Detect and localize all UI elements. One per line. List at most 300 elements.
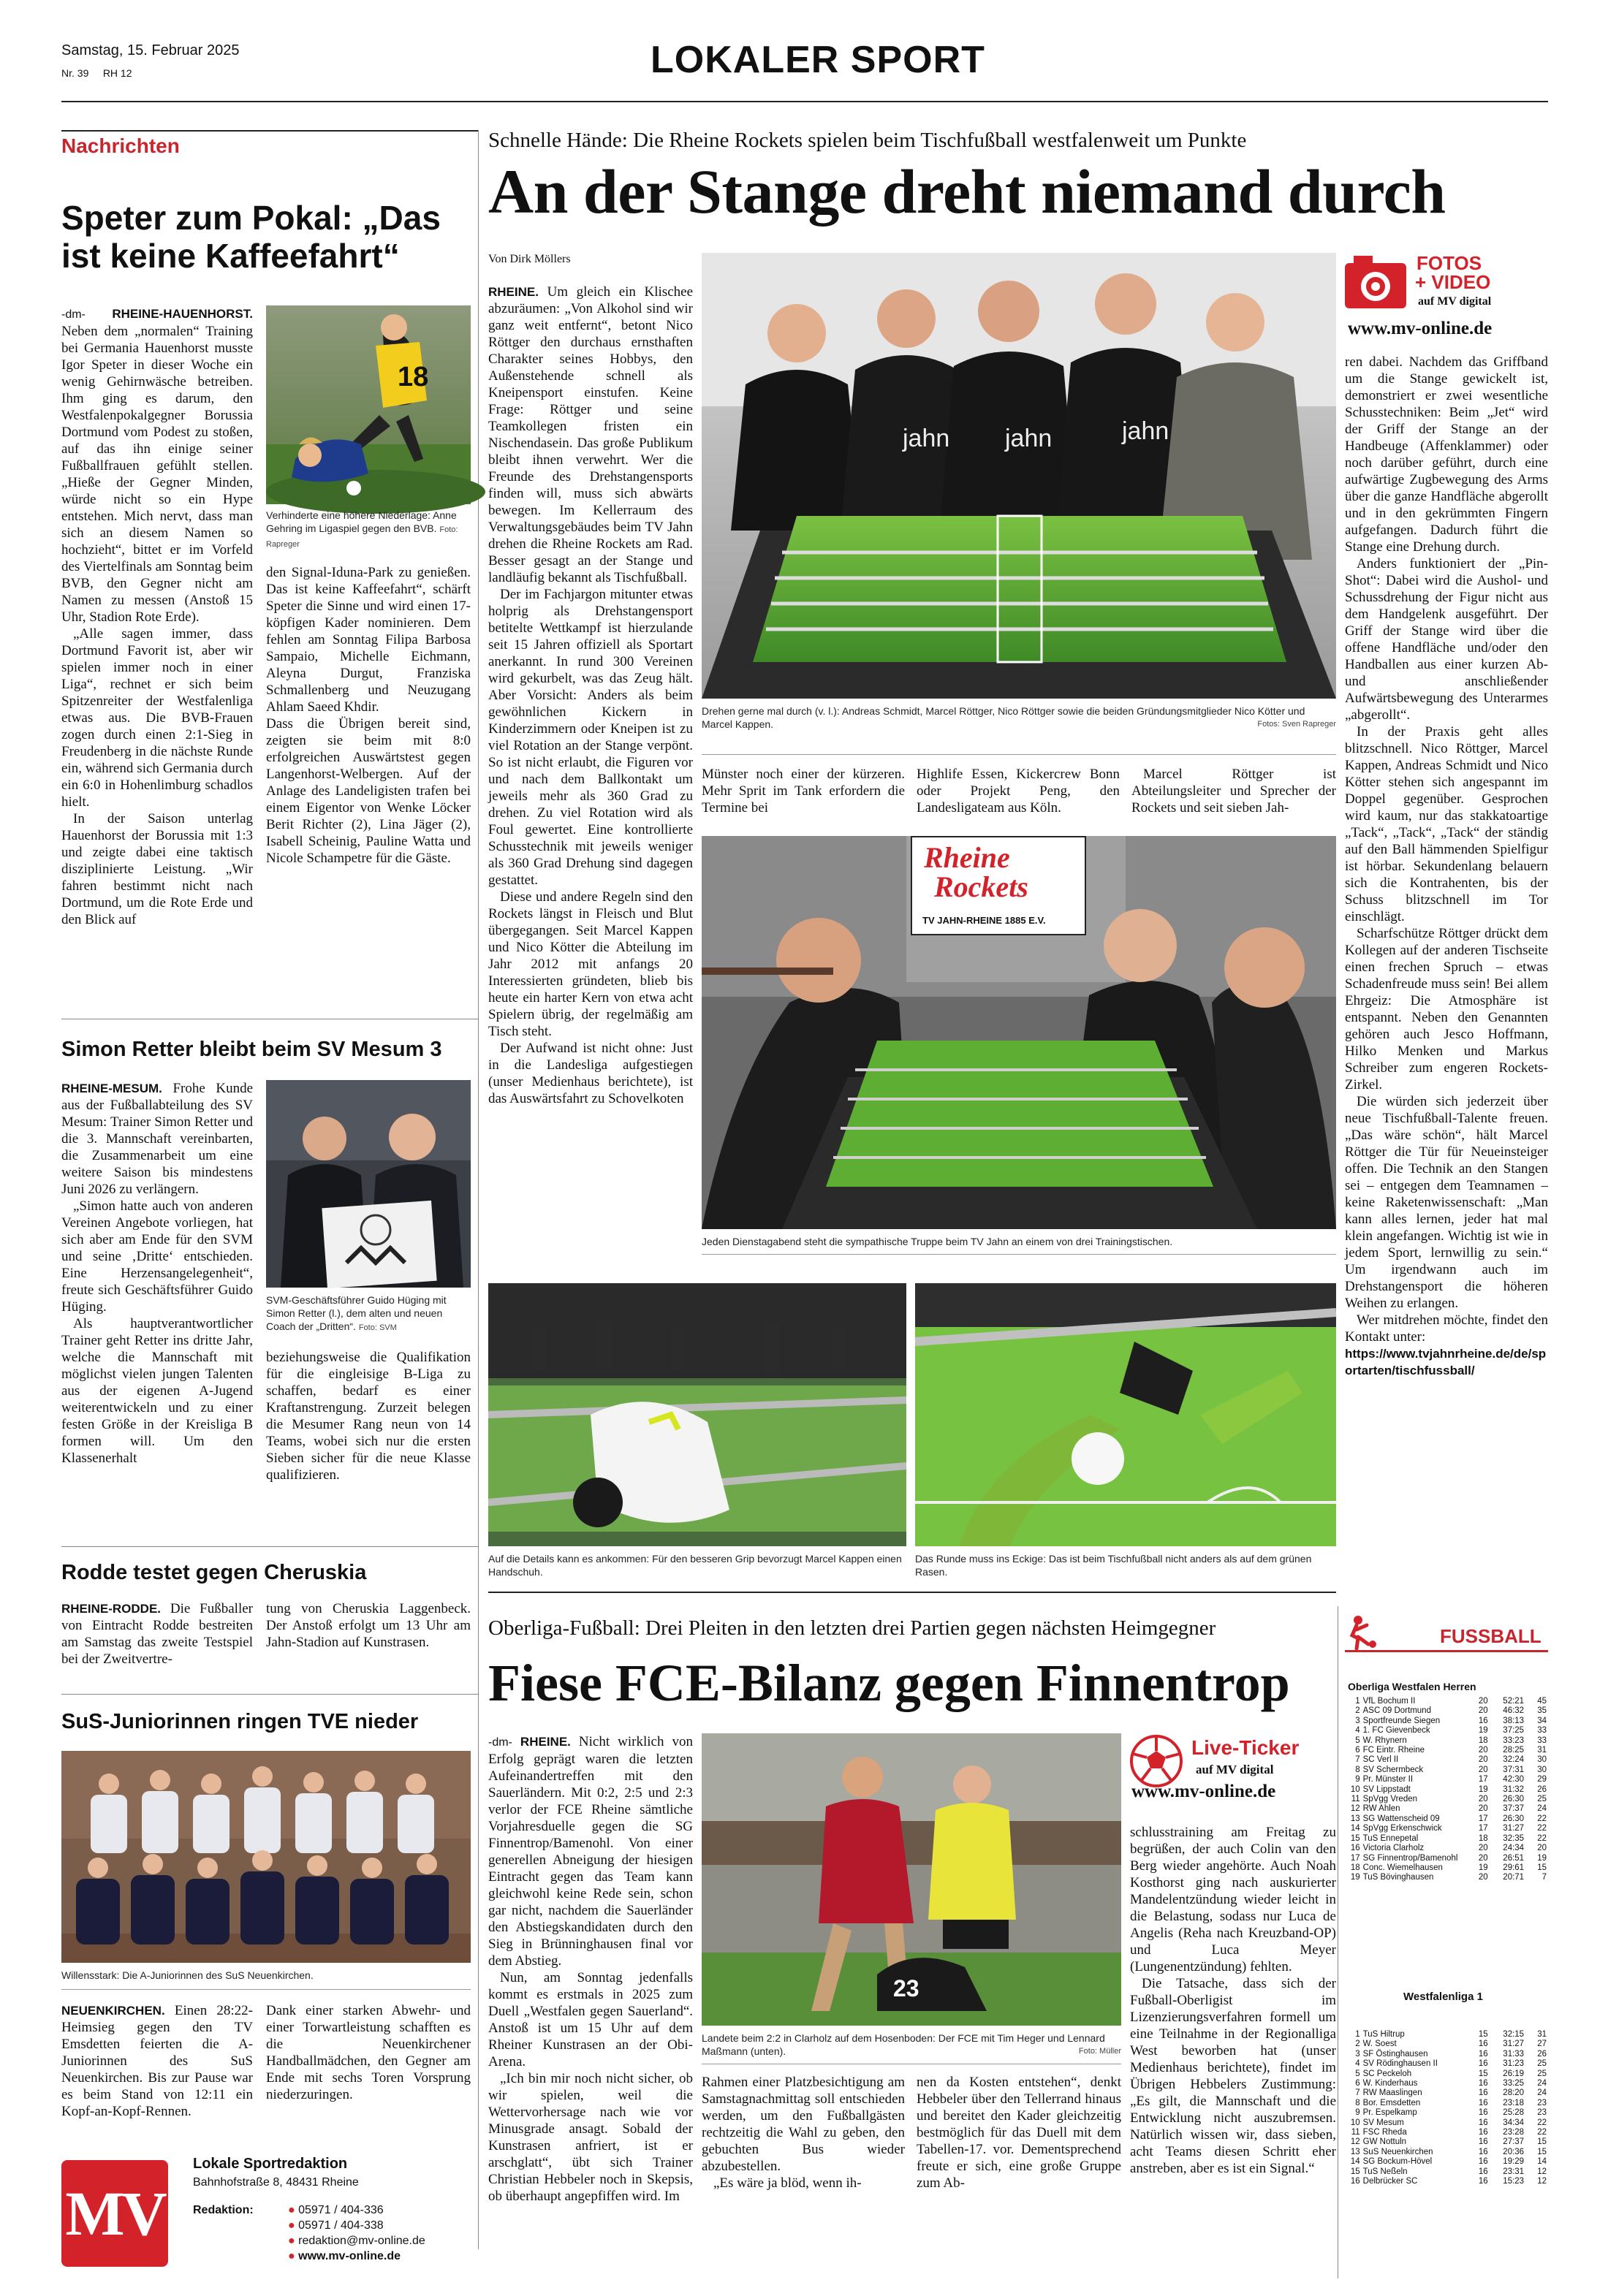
table-row (1345, 2050, 1548, 2059)
table-cell-points: 26 (1537, 1784, 1547, 1794)
footer-address: Bahnhofstraße 8, 48431 Rheine (193, 2176, 359, 2189)
table-cell-points: 30 (1537, 1755, 1547, 1765)
table-cell-games: 16 (1478, 2079, 1488, 2088)
table-cell-games: 20 (1478, 1844, 1488, 1853)
table-cell-games: 16 (1478, 2137, 1488, 2147)
table-cell-games: 20 (1478, 1755, 1488, 1765)
table-cell-team: FC Eintr. Rheine (1362, 1746, 1425, 1755)
table-cell-rank: 19 (1350, 1873, 1360, 1882)
fotos-video-badge[interactable] (1345, 253, 1548, 343)
lead-photo-team (702, 253, 1336, 699)
table-cell-points: 24 (1537, 2088, 1547, 2098)
table-cell-goals: 52:21 (1503, 1697, 1525, 1706)
table-cell-points: 26 (1537, 2049, 1547, 2059)
lead-photo-team-credit: Fotos: Sven Rapreger (1257, 720, 1336, 729)
table-row (1345, 1863, 1548, 1873)
table-row (1345, 1746, 1548, 1755)
table-row (1345, 1795, 1548, 1804)
article2-text-1: Frohe Kunde aus der Fußballabteilung des SV Mesum: Trainer Simon Retter und die 3. Mannschaft vereinbarten, die Zusammenarbeit um eine weitere Saison bis mindestens Juni 2026 zu verlängern. (61, 1081, 254, 1197)
article2-text-2: „Simon hatte auch von anderen Vereinen Angebote vorliegen, hat sich aber am Ende für den SVM und seine ‚Dritte‘ entschieden. Eine Herzensangelegenheit“, freute sich Geschäftsführer Guido Hüging. (61, 1198, 253, 1315)
table-cell-rank: 17 (1350, 1853, 1360, 1863)
table-cell-games: 20 (1478, 1853, 1488, 1863)
table-cell-rank: 16 (1350, 1844, 1360, 1853)
table-cell-points: 14 (1537, 2157, 1547, 2167)
table-cell-goals: 37:31 (1503, 1765, 1525, 1774)
lead-text-10: Wer mitdrehen möchte, findet den Kontakt unter: (1345, 1312, 1548, 1345)
table-cell-team: VfL Bochum II (1362, 1697, 1416, 1706)
masthead-date: Samstag, 15. Februar 2025 (61, 42, 240, 58)
article1-text-1: Neben dem „normalen“ Training bei Germania Hauenhorst musste Igor Speter in dieser Woche ein wenig Gehirnwäsche betreiben. Ihm ging es darum, den Westfalenpokalgegner Borussia Dortmund vom Podest zu stoßen, auf das ihn einige seiner Fußballfrauen gefühlt stellen. „Hieße der Gegner Minden, würde nicht so ein Hype entstehen. Mich nervt, dass man sich an diesem Namen so hochzieht“, bittet er im Vorfeld des Viertelfinals am Sonntag beim BVB, den Gegner nicht am Namen zu messen (Anstoß 15 Uhr, Stadion Rote Erde). (61, 324, 253, 625)
table-cell-goals: 15:23 (1503, 2177, 1525, 2186)
footer-fax-row (288, 2218, 425, 2233)
footer-web-row (288, 2249, 425, 2264)
table-cell-games: 16 (1478, 2167, 1488, 2176)
table-cell-goals: 37:37 (1503, 1804, 1525, 1814)
table-cell-rank: 4 (1355, 2059, 1360, 2069)
camera-icon (1345, 256, 1406, 314)
fussball-label: FUSSBALL (1440, 1625, 1541, 1647)
table-cell-rank: 9 (1355, 2108, 1360, 2118)
table-cell-team: W. Kinderhaus (1362, 2079, 1418, 2088)
table-cell-games: 18 (1478, 1833, 1488, 1843)
table-cell-points: 12 (1537, 2177, 1547, 2186)
table-cell-goals: 19:29 (1503, 2157, 1525, 2167)
table-cell-goals: 23:31 (1503, 2167, 1525, 2176)
ticker-sub: auf MV digital (1196, 1763, 1274, 1776)
table-cell-team: W. Soest (1362, 2040, 1397, 2049)
table-cell-games: 20 (1478, 1804, 1488, 1814)
table-cell-games: 16 (1478, 2049, 1488, 2059)
table-row (1345, 2118, 1548, 2128)
article4-headline: SuS-Juniorinnen ringen TVE nieder (61, 1710, 419, 1733)
table-cell-team: Sportfreunde Siegen (1362, 1716, 1441, 1725)
table-cell-rank: 16 (1350, 2177, 1360, 2186)
table-cell-goals: 26:51 (1503, 1853, 1525, 1863)
table-cell-team: SG Finnentrop/Bamenohl (1362, 1853, 1458, 1863)
table-cell-points: 12 (1537, 2167, 1547, 2176)
table-cell-team: SG Wattenscheid 09 (1362, 1814, 1440, 1823)
article1-column-1 (61, 305, 253, 994)
table-cell-team: ASC 09 Dortmund (1362, 1706, 1431, 1716)
article3-column-1 (61, 1600, 253, 1670)
table-row (1345, 1697, 1548, 1706)
table-row (1345, 1717, 1548, 1726)
table-cell-points: 34 (1537, 1716, 1547, 1725)
table-cell-games: 19 (1478, 1726, 1488, 1736)
second-byline: -dm- (488, 1736, 512, 1749)
table-cell-points: 30 (1537, 1765, 1547, 1774)
table-row (1345, 2148, 1548, 2157)
lead-kicker: Schnelle Hände: Die Rheine Rockets spielen beim Tischfußball westfalenweit um Punkte (488, 129, 1247, 152)
table-cell-rank: 6 (1355, 1746, 1360, 1755)
table-row (1345, 2040, 1548, 2049)
table-cell-games: 15 (1478, 2030, 1488, 2039)
lead-dateline: RHEINE. (488, 285, 539, 299)
lead-text-9: Die würden sich jederzeit über neue Tischfußball-Talente freuen. „Das wäre schön“, hält Marcel Röttger die Tür für Neueinsteiger offen. Die Technik an den Stangen sei – entgegen dem Teamnamen – keine Raketenwissenschaft: „Man kann alles lernen, jeder hat mal klein angefangen. Wichtig ist wie in jedem Sport, lernwillig zu sein.“ Um irgendwann auch im Drehstangensport die höheren Weihen zu erlangen. (1345, 1094, 1548, 1311)
article3-headline: Rodde testet gegen Cheruskia (61, 1561, 367, 1584)
table-cell-team: SV Lippstadt (1362, 1784, 1411, 1794)
article2-photo (266, 1080, 471, 1288)
table-cell-team: SC Verl II (1362, 1755, 1399, 1765)
table2-title: Westfalenliga 1 (1403, 1991, 1483, 2003)
svg-text:23: 23 (893, 1975, 919, 2002)
lead-text-7: In der Praxis geht alles blitzschnell. Nico Röttger, Marcel Kappen, Andreas Schmidt und Nico Kötter stehen sich angespannt im Doppel gegenüber. Gesprochen wird kaum, nur das stakkatoartige „Tack“, „Tack“, „Tack“ der ständig auf den Ball hämmenden Spielfigur ist hörbar. Sekundenlang belauern sich die Kontrahenten, bis der Schuss blitzschnell im Tor einschlägt. (1345, 724, 1548, 924)
fussball-header (1345, 1612, 1548, 1653)
table-cell-goals: 46:32 (1503, 1706, 1525, 1716)
table-cell-rank: 2 (1355, 1706, 1360, 1716)
table-cell-points: 15 (1537, 2147, 1547, 2156)
badge-sub: auf MV digital (1418, 295, 1492, 308)
lead-text-8: Scharfschütze Röttger drückt dem Kollegen auf der anderen Tischseite einen frechen Spruch – etwas Schadenfreude muss sein! Bei allem Ehrgeiz: Die Atmosphäre ist entspannt. Neben den Genannten gehören auch Jesco Hoffmann, Hilko Menken und Markus Schreiber zum engeren Rockets-Zirkel. (1345, 926, 1548, 1092)
table-cell-team: Victoria Clarholz (1362, 1844, 1425, 1853)
article2-dateline: RHEINE-MESUM. (61, 1082, 162, 1095)
table-row (1345, 2128, 1548, 2137)
table-cell-team: SpVgg Vreden (1362, 1795, 1418, 1804)
second-column-3 (1130, 1824, 1336, 2274)
article4-text-1: Einen 28:22-Heimsieg gegen den TV Emsdetten feierten die A-Juniorinnen des SuS Neuenkirchen. Bis zur Pause war es beim Stand von 12:11 ein Kopf-an-Kopf-Rennen. (61, 2003, 253, 2119)
table-cell-team: SF Östinghausen (1362, 2049, 1428, 2059)
lead-photo-ball (915, 1283, 1336, 1546)
svg-text:jahn: jahn (1122, 417, 1169, 445)
second-text-1: Nicht wirklich von Erfolg geprägt waren die letzten Aufeinandertreffen mit den Sauerländern. Mit 0:2, 2:5 und 2:3 verlor der FCE Rheine sämtliche Vorjahresduelle gegen die SG Finnentrop/Bamenohl. Von einer generellen Abneigung der hiesigen Eintracht gegen das Team kann gleichwohl keine Rede sein, schon gar nicht, nachdem die Sauerländer den Abstiegskandidaten durch den Sieg in Brünninghausen final vor dem Abstieg. (488, 1734, 694, 1969)
table-cell-goals: 32:15 (1503, 2030, 1525, 2039)
rockets-logo-line2: Rockets (934, 870, 1028, 903)
table-cell-rank: 8 (1355, 1765, 1360, 1774)
table-row (1345, 2137, 1548, 2147)
table-cell-goals: 32:35 (1503, 1833, 1525, 1843)
table-cell-goals: 26:30 (1503, 1795, 1525, 1804)
table-row (1345, 1775, 1548, 1784)
lead-photo-team-caption (702, 704, 1336, 731)
table-cell-games: 20 (1478, 1873, 1488, 1882)
table-row (1345, 1873, 1548, 1882)
second-below-column-1 (702, 2074, 905, 2274)
article4-caption: Willensstark: Die A-Juniorinnen des SuS Neuenkirchen. (61, 1969, 314, 1981)
table-row (1345, 1765, 1548, 1775)
lead-byline: Von Dirk Möllers (488, 253, 571, 265)
table-cell-team: RW Maaslingen (1362, 2088, 1422, 2098)
table-row (1345, 2069, 1548, 2079)
lead-text-5: ren dabei. Nachdem das Griffband um die Stange gewickelt ist, demonstriert er zwei wesentliche Schusstechniken: Beim „Jet“ wird der Griff der Stange an der Handbeuge (Affenklammer) oder noch darüber geführt, durch eine aufwärtige Zugbewegung des Arms über die ganze Handfläche abgerollt und in den gekrümmten Fingern aufgefangen. Dadurch führt die Stange eine Drehung durch. (1345, 354, 1548, 555)
table-cell-rank: 5 (1355, 1736, 1360, 1745)
second-text-4: Rahmen einer Platzbesichtigung am Samstagnachmittag soll entschieden werden, um den Fußballgästen rechtzeitig die Wahl zu geben, den gebuchten Bus wieder abzubestellen. (702, 2075, 905, 2174)
table-cell-points: 23 (1537, 2098, 1547, 2107)
web-icon: ● (288, 2250, 295, 2262)
table-cell-goals: 33:23 (1503, 1736, 1525, 1745)
footer-email[interactable]: redaktion@mv-online.de (298, 2235, 425, 2247)
table-row (1345, 1854, 1548, 1863)
table-cell-goals: 42:30 (1503, 1775, 1525, 1784)
lead-bottom-rule (488, 1592, 1336, 1593)
lead-mid-column-2: Highlife Essen, Kickercrew Bonn oder Projekt Peng, den Landesligateam aus Köln. (917, 767, 1120, 816)
lead-text-6: Anders funktioniert der „Pin-Shot“: Dabei wird die Aushol- und Schussdrehung der Figur nicht aus dem Handgelenk ausgeführt. Der Griff der Stange wird über die offene Handfläche und/oder den Handballen aus einer kurzen Ab- und anschließender Aufwärtsbewegung des Unterarmes „abgerollt“. (1345, 556, 1548, 723)
left-rule-4 (61, 1694, 478, 1695)
table-cell-team: SC Peckeloh (1362, 2069, 1412, 2078)
table-cell-rank: 13 (1350, 1814, 1360, 1823)
lead-mid-column-1: Münster noch einer der kürzeren. Mehr Sprit im Tank erfordern die Termine bei (702, 767, 905, 816)
table-cell-goals: 23:18 (1503, 2098, 1525, 2107)
table-cell-rank: 3 (1355, 1716, 1360, 1725)
table1 (1345, 1697, 1548, 1883)
table-cell-goals: 24:34 (1503, 1844, 1525, 1853)
article4-text-2: Dank einer starken Abwehr- und einer Torwartleistung schafften es die Neuenkirchener Handballmädchen, den Gegner am Ende mit sechs Toren Vorsprung niederzuringen. (266, 2003, 471, 2102)
table-row (1345, 2108, 1548, 2118)
table-cell-points: 7 (1541, 1873, 1547, 1882)
second-text-6: schlusstraining am Freitag zu begrüßen, der auch Colin van den Berg wieder angehörte. Auch Noah Kosthorst ging nach auskurierter Mandelentzündung wieder leicht in die Belastung, sodass nur Luca de Angelis (Reha nach Kreuzband-OP) und Luca Meyer (Lungenentzündung) fehlten. (1130, 1825, 1336, 1974)
article2-caption-text: SVM-Geschäftsführer Guido Hüging mit Simon Retter (l.), dem alten und neuen Coach der „Dritten“. (266, 1294, 447, 1332)
table-cell-team: SuS Neuenkirchen (1362, 2147, 1433, 2156)
table-cell-goals: 31:23 (1503, 2059, 1525, 2069)
lead-photo-glove (488, 1283, 906, 1546)
table-cell-goals: 23:28 (1503, 2128, 1525, 2137)
article1-text-2: „Alle sagen immer, dass Dortmund Favorit ist, aber wir spielen immer noch in einer Liga“, rechnet er sich beim Spitzenreiter der Westfalenliga etwas aus. Die BVB-Frauen zogen durch einen 2:1-Sieg in Freudenberg in die nächste Runde ein, während sich Germania durch ein 6:0 in Hohenlimburg schadlos hielt. (61, 626, 253, 810)
table-cell-games: 16 (1478, 2128, 1488, 2137)
table-cell-games: 15 (1478, 2069, 1488, 2078)
live-ticker-badge[interactable] (1130, 1733, 1336, 1806)
table-cell-games: 18 (1478, 1736, 1488, 1745)
masthead-meta (61, 67, 132, 79)
article3-text-2: tung von Cheruskia Laggenbeck. Der Anstoß erfolgt um 13 Uhr am Jahn-Stadion auf Kunstrasen. (266, 1601, 471, 1650)
table1-title: Oberliga Westfalen Herren (1348, 1681, 1476, 1692)
footer-fax: 05971 / 404-338 (298, 2219, 384, 2232)
table-row (1345, 2157, 1548, 2167)
player-kick-icon (1345, 1615, 1377, 1649)
table-cell-rank: 14 (1350, 1824, 1360, 1833)
table-cell-games: 16 (1478, 2177, 1488, 2186)
rockets-logo-line3: TV JAHN-RHEINE 1885 E.V. (922, 915, 1046, 926)
article1-photo (266, 305, 471, 504)
table-cell-points: 45 (1537, 1697, 1547, 1706)
table-cell-points: 23 (1537, 2108, 1547, 2118)
table-cell-points: 29 (1537, 1775, 1547, 1784)
table-row (1345, 2099, 1548, 2108)
second-text-2: Nun, am Sonntag jedenfalls kommt es erstmals in 2025 zum Duell „Westfalen gegen Sauerland“. Anstoß ist um 15 Uhr auf dem Rheiner Kunstrasen an der Obi-Arena. (488, 1970, 693, 2069)
table-cell-games: 16 (1478, 2118, 1488, 2127)
table-cell-goals: 29:61 (1503, 1863, 1525, 1872)
second-dateline: RHEINE. (520, 1735, 571, 1749)
table-row (1345, 2030, 1548, 2040)
table-cell-team: SG Bockum-Hövel (1362, 2157, 1433, 2167)
table-cell-points: 25 (1537, 1795, 1547, 1804)
badge-fotos: FOTOS (1417, 252, 1482, 274)
left-column-top-rule (61, 130, 478, 132)
table-cell-team: Pr. Espelkamp (1362, 2108, 1417, 2118)
article3-column-2 (266, 1600, 471, 1670)
table-cell-points: 27 (1537, 2040, 1547, 2049)
table-cell-games: 16 (1478, 2059, 1488, 2069)
table-cell-rank: 4 (1355, 1726, 1360, 1736)
lead-headline: An der Stange dreht niemand durch (488, 156, 1446, 227)
article2-column-2 (266, 1349, 471, 1517)
rheine-rockets-logo (911, 836, 1086, 935)
lead-photo-ball-caption: Das Runde muss ins Eckige: Das ist beim Tischfußball nicht anders als auf dem grünen Rasen. (915, 1553, 1312, 1578)
table-cell-rank: 7 (1355, 2088, 1360, 2098)
footer-box (61, 2151, 478, 2276)
table-row (1345, 1706, 1548, 1716)
table-cell-rank: 6 (1355, 2079, 1360, 2088)
second-below-column-2 (917, 2074, 1121, 2274)
lead-text-1: Um gleich ein Klischee abzuräumen: „Von Alkohol sind wir ganz weit entfernt“, betont Nico Röttger den durchaus ernsthaften Charakter seines Hobbys, den Außenstehende schnell als Kneipensport einstufen. Keine Frage: Röttger und seine Teamkollegen fristen ein Nischendasein. Das große Publikum bleibt ihnen verwehrt. Wer die Freunde des Drehstangensports finden will, muss sich abwärts bewegen. Im Kellerraum des Verwaltungsgebäudes beim TV Jahn drehen die Rheine Rockets am Rad. Besser gesagt an der Stange und landläufig bekannt als Tischfußball. (488, 284, 694, 585)
table-cell-games: 16 (1478, 2108, 1488, 2118)
article1-text-4: den Signal-Iduna-Park zu genießen. Das ist keine Kaffeefahrt“, schärft Speter die Sinne und wird einen 17-köpfigen Kader nominieren. Dem fehlen am Sonntag Filipa Barbosa Sampaio, Michelle Eichmann, Aleyna Durgut, Franziska Schmallenberg und Neuzugang Ahlam Saeed Khdir. (266, 565, 471, 715)
table-cell-team: 1. FC Gievenbeck (1362, 1726, 1430, 1736)
table-cell-rank: 3 (1355, 2049, 1360, 2059)
table-row (1345, 1736, 1548, 1746)
table-cell-team: TuS Bövinghausen (1362, 1873, 1434, 1882)
table-cell-rank: 9 (1355, 1775, 1360, 1784)
lead-mid-column-3: Marcel Röttger ist Abteilungsleiter und Sprecher der Rockets und seit sieben Jah- (1131, 767, 1336, 816)
table-cell-points: 22 (1537, 2128, 1547, 2137)
article2-text-4: beziehungsweise die Qualifikation für die eingleisige B-Liga zu schaffen, bedarf es einer Kraftanstrengung. Zurzeit belegen die Mesumer Rang neun von 14 Teams, wobei sich nur die ersten Sieben sicher für die neue Klasse qualifizieren. (266, 1350, 471, 1483)
table-cell-goals: 20:71 (1503, 1873, 1525, 1882)
lead-column-1 (488, 284, 693, 1283)
table-cell-team: SV Rödinghausen II (1362, 2059, 1438, 2069)
table-cell-games: 16 (1478, 2157, 1488, 2167)
table-cell-goals: 25:28 (1503, 2108, 1525, 2118)
table-cell-rank: 18 (1350, 1863, 1360, 1872)
table-cell-goals: 31:27 (1503, 1824, 1525, 1833)
table-cell-games: 19 (1478, 1784, 1488, 1794)
article1-dateline: RHEINE-HAUENHORST. (112, 307, 253, 321)
table-row (1345, 2079, 1548, 2088)
article3-dateline: RHEINE-RODDE. (61, 1602, 162, 1616)
table-cell-team: Conc. Wiemelhausen (1362, 1863, 1443, 1872)
table-cell-games: 20 (1478, 1697, 1488, 1706)
table-cell-team: SV Mesum (1362, 2118, 1404, 2127)
table-cell-team: GW Nottuln (1362, 2137, 1407, 2147)
table-cell-goals: 31:27 (1503, 2040, 1525, 2049)
footer-title: Lokale Sportredaktion (193, 2156, 348, 2172)
badge-video: + VIDEO (1415, 271, 1491, 293)
second-text-4b: „Es wäre ja blöd, wenn ih- (713, 2175, 862, 2191)
table-cell-goals: 33:25 (1503, 2079, 1525, 2088)
table-cell-rank: 1 (1355, 2030, 1360, 2039)
table-cell-games: 16 (1478, 2147, 1488, 2156)
table-cell-rank: 11 (1351, 1795, 1360, 1804)
table-cell-points: 20 (1537, 1844, 1547, 1853)
article4-dateline: NEUENKIRCHEN. (61, 2004, 165, 2018)
article4-caption-rule (61, 1989, 471, 1990)
table-cell-rank: 14 (1350, 2157, 1360, 2167)
table-row (1345, 1834, 1548, 1844)
table-cell-goals: 27:37 (1503, 2137, 1525, 2147)
article4-column-1 (61, 2002, 253, 2119)
left-rule-3 (61, 1546, 478, 1547)
footer-phone-row (288, 2202, 425, 2218)
lead-photo-training-caption: Jeden Dienstagabend steht die sympathische Truppe beim TV Jahn an einem von drei Trainingstischen. (702, 1236, 1173, 1247)
table-cell-points: 35 (1537, 1706, 1547, 1716)
table-cell-points: 22 (1537, 1814, 1547, 1823)
table-cell-rank: 1 (1355, 1697, 1360, 1706)
lead-text-2: Der im Fachjargon mitunter etwas holprig als Drehstangensport betitelte Wettkampf ist hierzulande seit 15 Jahren offiziell als Sportart anerkannt. In rund 300 Vereinen wird gekurbelt, was das Zeug hält. Aber Vorsicht: Anders als beim gewöhnlichen Kickern in Kinderzimmern oder Kneipen ist zu viel Rotation an der Stange verpönt. So ist nicht erlaubt, die Figuren vor und nach dem Ballkontakt um jeweils mehr als 360 Grad zu drehen. Zu viel Rotation wird als Foul gewertet. Eine kontrollierte Schusstechnik mit jeweils weniger als 360 Grad Drehung sind dagegen gestattet. (488, 587, 693, 888)
article3-text-1: Die Fußballer von Eintracht Rodde bestreiten am Samstag das zweite Testspiel bei der Zweitvertre- (61, 1601, 253, 1667)
footer-email-row (288, 2233, 425, 2249)
lead-photo-glove-caption: Auf die Details kann es ankommen: Für den besseren Grip bevorzugt Marcel Kappen einen Handschuh. (488, 1553, 902, 1578)
table-cell-team: Pr. Münster II (1362, 1775, 1414, 1784)
table-cell-games: 20 (1478, 1706, 1488, 1716)
table-cell-goals: 28:25 (1503, 1746, 1525, 1755)
rockets-logo-line1: Rheine (924, 841, 1010, 874)
table-row (1345, 2088, 1548, 2098)
lead-contact-link[interactable]: https://www.tvjahnrheine.de/de/sportarten/tischfussball/ (1345, 1347, 1547, 1377)
table-cell-games: 17 (1478, 1814, 1488, 1823)
table-cell-games: 17 (1478, 1775, 1488, 1784)
fax-icon: ● (288, 2219, 295, 2232)
table-cell-goals: 26:19 (1503, 2069, 1525, 2078)
table-row (1345, 2167, 1548, 2177)
article1-caption (266, 509, 471, 551)
ticker-title: Live-Ticker (1191, 1736, 1300, 1759)
table-cell-rank: 12 (1350, 2137, 1360, 2147)
svg-text:18: 18 (398, 362, 429, 392)
table-cell-goals: 32:24 (1503, 1755, 1525, 1765)
table-row (1345, 1844, 1548, 1853)
article2-text-3: Als hauptverantwortlicher Trainer geht Retter ins dritte Jahr, welche die Mannschaft mit möglichst vielen jungen Talenten aus der eigenen A-Jugend weiterentwickeln und zu einer festen Größe in der Kreisliga B formen will. Um den Klassenerhalt (61, 1316, 253, 1466)
table-cell-points: 33 (1537, 1736, 1547, 1745)
table-cell-games: 16 (1478, 2040, 1488, 2049)
phone-icon: ● (288, 2204, 295, 2216)
second-text-5: nen da Kosten entstehen“, denkt Hebbeler über den Tellerrand hinaus und bereitet den Kader gleichzeitig bestmöglich für das Duell mit dem Tabellen-17. vor. Dementsprechend freute er sich, eine große Gruppe zum Ab- (917, 2075, 1121, 2191)
footer-phone: 05971 / 404-336 (298, 2204, 384, 2216)
table2 (1345, 2030, 1548, 2187)
table-cell-games: 16 (1478, 2098, 1488, 2107)
table-cell-points: 22 (1537, 1824, 1547, 1833)
lead-column-4 (1345, 354, 1548, 1561)
table-cell-rank: 15 (1350, 2167, 1360, 2176)
lead-photo-team-caption-rule (702, 754, 1336, 755)
article1-column-2 (266, 564, 471, 994)
footer-contacts (288, 2202, 425, 2264)
mv-logo (61, 2160, 168, 2267)
lead-text-4: Der Aufwand ist nicht ohne: Just in die Landesliga aufgestiegen (unser Medienhaus berichtete), ist das Auswärtsfahrt zu Schovelkoten (488, 1041, 693, 1106)
section-title: LOKALER SPORT (651, 39, 985, 81)
table-cell-points: 25 (1537, 2059, 1547, 2069)
table-cell-points: 22 (1537, 2118, 1547, 2127)
article1-text-5: Dass die Übrigen bereit sind, zeigten sie beim mit 8:0 erfolgreichen Auswärtstest gegen Langenhorst-Welbergen. Auf der Anlage des Landeligisten trafen bei einem Eigentor von Wenke Löcker Berit Richter (2), Lina Jäger (2), Isabell Scheinig, Pauline Watta und Nicole Schampetre für die Gäste. (266, 716, 471, 866)
article1-caption-text: Verhinderte eine höhere Niederlage: Anne Gehring im Ligaspiel gegen den BVB. (266, 509, 457, 534)
second-photo-caption (702, 2031, 1121, 2058)
table-cell-rank: 11 (1351, 2128, 1360, 2137)
second-text-7: Die Tatsache, dass sich der Fußball-Oberligist im Lizenzierungsverfahren formell um eine Teilnahme in der Regionalliga West beworben hat (unser Medienhaus berichtete), findet im Übrigen Hebbelers Zustimmung: „Es gilt, die Mannschaft und die Entwicklung nicht auszubremsen. Natürlich wissen wir, dass sieben, acht Teams diesen Schritt eher anstreben, aber es ist ein Signal.“ (1130, 1976, 1336, 2176)
table-row (1345, 1814, 1548, 1824)
table-cell-rank: 12 (1350, 1804, 1360, 1814)
table-cell-rank: 10 (1350, 2118, 1360, 2127)
table-cell-points: 22 (1537, 1833, 1547, 1843)
table-cell-points: 24 (1537, 2079, 1547, 2088)
lead-photo-training-caption-rule (702, 1254, 1336, 1255)
article4-photo (61, 1751, 471, 1963)
table-cell-team: TuS Hiltrup (1362, 2030, 1405, 2039)
table-cell-goals: 20:36 (1503, 2147, 1525, 2156)
table-cell-team: Delbrücker SC (1362, 2177, 1418, 2186)
table-cell-points: 33 (1537, 1726, 1547, 1736)
badge-url: www.mv-online.de (1348, 319, 1493, 338)
table-cell-goals: 37:25 (1503, 1726, 1525, 1736)
second-kicker: Oberliga-Fußball: Drei Pleiten in den letzten drei Partien gegen nächsten Heimgegner (488, 1616, 1216, 1640)
email-icon: ● (288, 2235, 295, 2247)
table-cell-team: SpVgg Erkenschwick (1362, 1824, 1442, 1833)
table-cell-games: 20 (1478, 1746, 1488, 1755)
table-cell-games: 20 (1478, 1795, 1488, 1804)
table-cell-team: SV Schermbeck (1362, 1765, 1424, 1774)
table-cell-goals: 38:13 (1503, 1716, 1525, 1725)
article1-text-3: In der Saison unterlag Hauenhorst der Borussia mit 1:3 und zeigte dabei eine taktisch disziplinierte Leistung. „Wir fahren bestimmt nicht nach Dortmund, um die Rote Erde und den Blick auf (61, 811, 253, 927)
fussball-label-underline (1345, 1650, 1548, 1652)
table-cell-points: 25 (1537, 2069, 1547, 2078)
table-cell-games: 16 (1478, 2088, 1488, 2098)
footer-web[interactable]: www.mv-online.de (298, 2250, 401, 2262)
edition-code: RH 12 (102, 67, 132, 79)
